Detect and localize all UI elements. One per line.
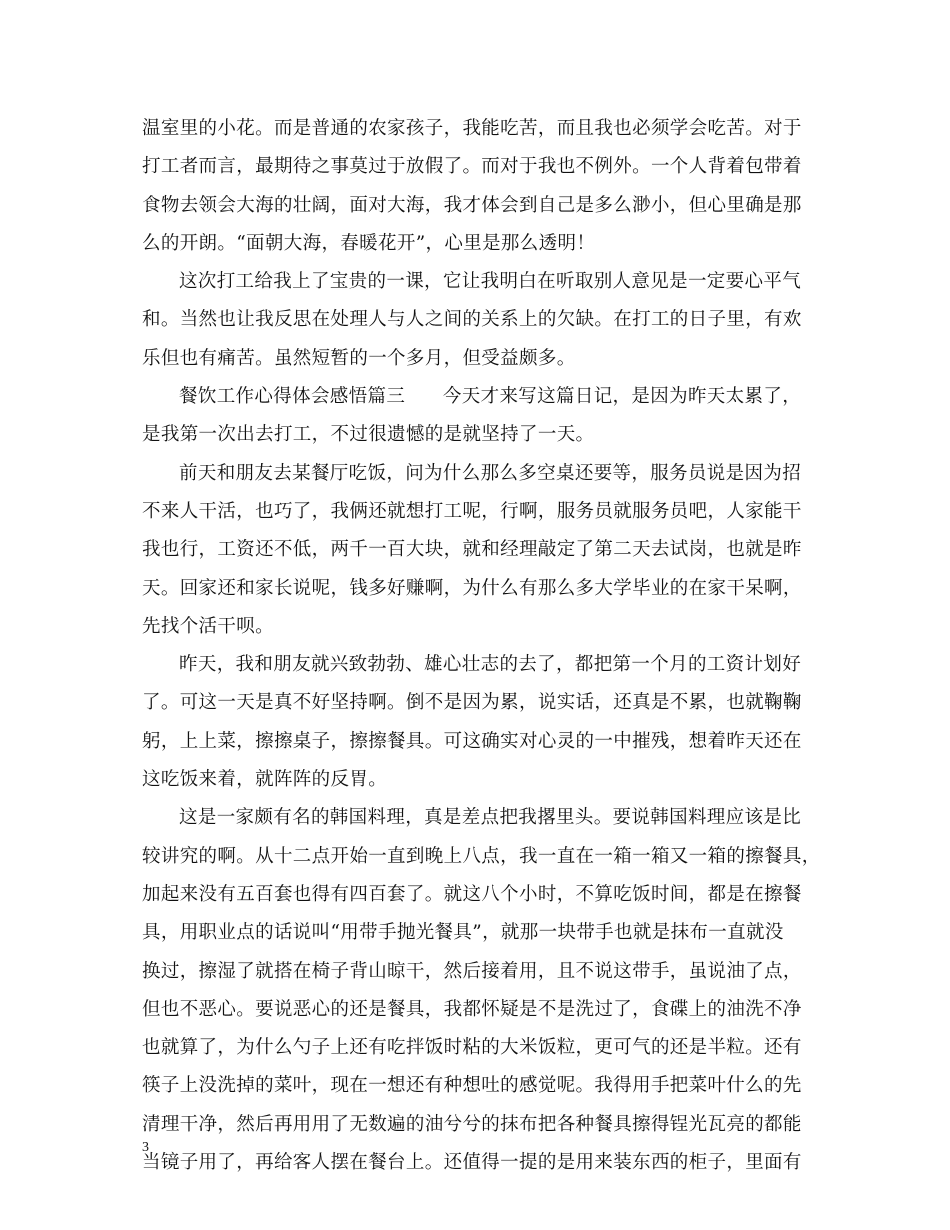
text-line: 换过，擦湿了就搭在椅子背山晾干，然后接着用，且不说这带手，虽说油了点， <box>142 960 802 982</box>
text-line: 和。当然也让我反思在处理人与人之间的关系上的欠缺。在打工的日子里，有欢 <box>142 309 802 331</box>
text-line: 餐饮工作心得体会感悟篇三 今天才来写这篇日记，是因为昨天太累了， <box>179 386 802 408</box>
text-line: 天。回家还和家长说呢，钱多好赚啊，为什么有那么多大学毕业的在家干呆啊， <box>142 577 802 599</box>
text-line: 这次打工给我上了宝贵的一课，它让我明白在听取别人意见是一定要心平气 <box>179 271 802 293</box>
text-line: 加起来没有五百套也得有四百套了。就这八个小时，不算吃饭时间，都是在擦餐 <box>142 883 802 905</box>
text-line: 这吃饭来着，就阵阵的反胃。 <box>142 769 388 791</box>
body-text <box>142 110 821 1182</box>
text-line: 先找个活干呗。 <box>142 615 274 637</box>
text-line: 清理干净，然后再用用了无数遍的油兮兮的抹布把各种餐具擦得锃光瓦亮的都能 <box>142 1113 802 1135</box>
text-line: 是我第一次出去打工，不过很遗憾的是就坚持了一天。 <box>142 424 595 446</box>
text-line: 但也不恶心。要说恶心的还是餐具，我都怀疑是不是洗过了，食碟上的油洗不净 <box>142 998 802 1020</box>
text-line: 这是一家颇有名的韩国料理，真是差点把我撂里头。要说韩国料理应该是比 <box>179 807 802 829</box>
paragraph <box>142 799 821 1182</box>
text-line: 躬，上上菜，擦擦桌子，擦擦餐具。可这确实对心灵的一中摧残，想着昨天还在 <box>142 730 802 752</box>
text-line: 我也行，工资还不低，两千一百大块，就和经理敲定了第二天去试岗，也就是昨 <box>142 539 802 561</box>
text-line: 具，用职业点的话说叫“用带手抛光餐具”，就那一块带手也就是抹布一直就没 <box>142 922 784 944</box>
text-line: 乐但也有痛苦。虽然短暂的一个多月，但受益颇多。 <box>142 347 576 369</box>
text-line: 当镜子用了，再给客人摆在餐台上。还值得一提的是用来装东西的柜子，里面有 <box>142 1152 802 1174</box>
text-line: 也就算了，为什么勺子上还有吃拌饭时粘的大米饭粒，更可气的还是半粒。还有 <box>142 1037 802 1059</box>
page-number: 3 <box>142 1140 149 1155</box>
text-line: 打工者而言，最期待之事莫过于放假了。而对于我也不例外。一个人背着包带着 <box>142 156 802 178</box>
text-line: 筷子上没洗掉的菜叶，现在一想还有种想吐的感觉呢。我得用手把菜叶什么的先 <box>142 1075 802 1097</box>
text-line: 较讲究的啊。从十二点开始一直到晚上八点，我一直在一箱一箱又一箱的擦餐具， <box>142 845 821 867</box>
text-line: 了。可这一天是真不好坚持啊。倒不是因为累，说实话，还真是不累，也就鞠鞠 <box>142 692 802 714</box>
paragraph <box>142 455 810 646</box>
text-line: 前天和朋友去某餐厅吃饭，问为什么那么多空桌还要等，服务员说是因为招 <box>179 462 802 484</box>
text-line: 不来人干活，也巧了，我俩还就想打工呢，行啊，服务员就服务员吧，人家能干 <box>142 500 802 522</box>
paragraph <box>142 646 810 799</box>
text-line: 昨天，我和朋友就兴致勃勃、雄心壮志的去了，都把第一个月的工资计划好 <box>179 654 802 676</box>
text-line: 么的开朗。“面朝大海，春暖花开”，心里是那么透明！ <box>142 232 596 254</box>
paragraph <box>142 378 810 455</box>
text-line: 食物去领会大海的壮阔，面对大海，我才体会到自己是多么渺小，但心里确是那 <box>142 194 802 216</box>
paragraph <box>142 110 810 263</box>
text-line: 温室里的小花。而是普通的农家孩子，我能吃苦，而且我也必须学会吃苦。对于 <box>142 118 802 139</box>
paragraph <box>142 263 810 378</box>
